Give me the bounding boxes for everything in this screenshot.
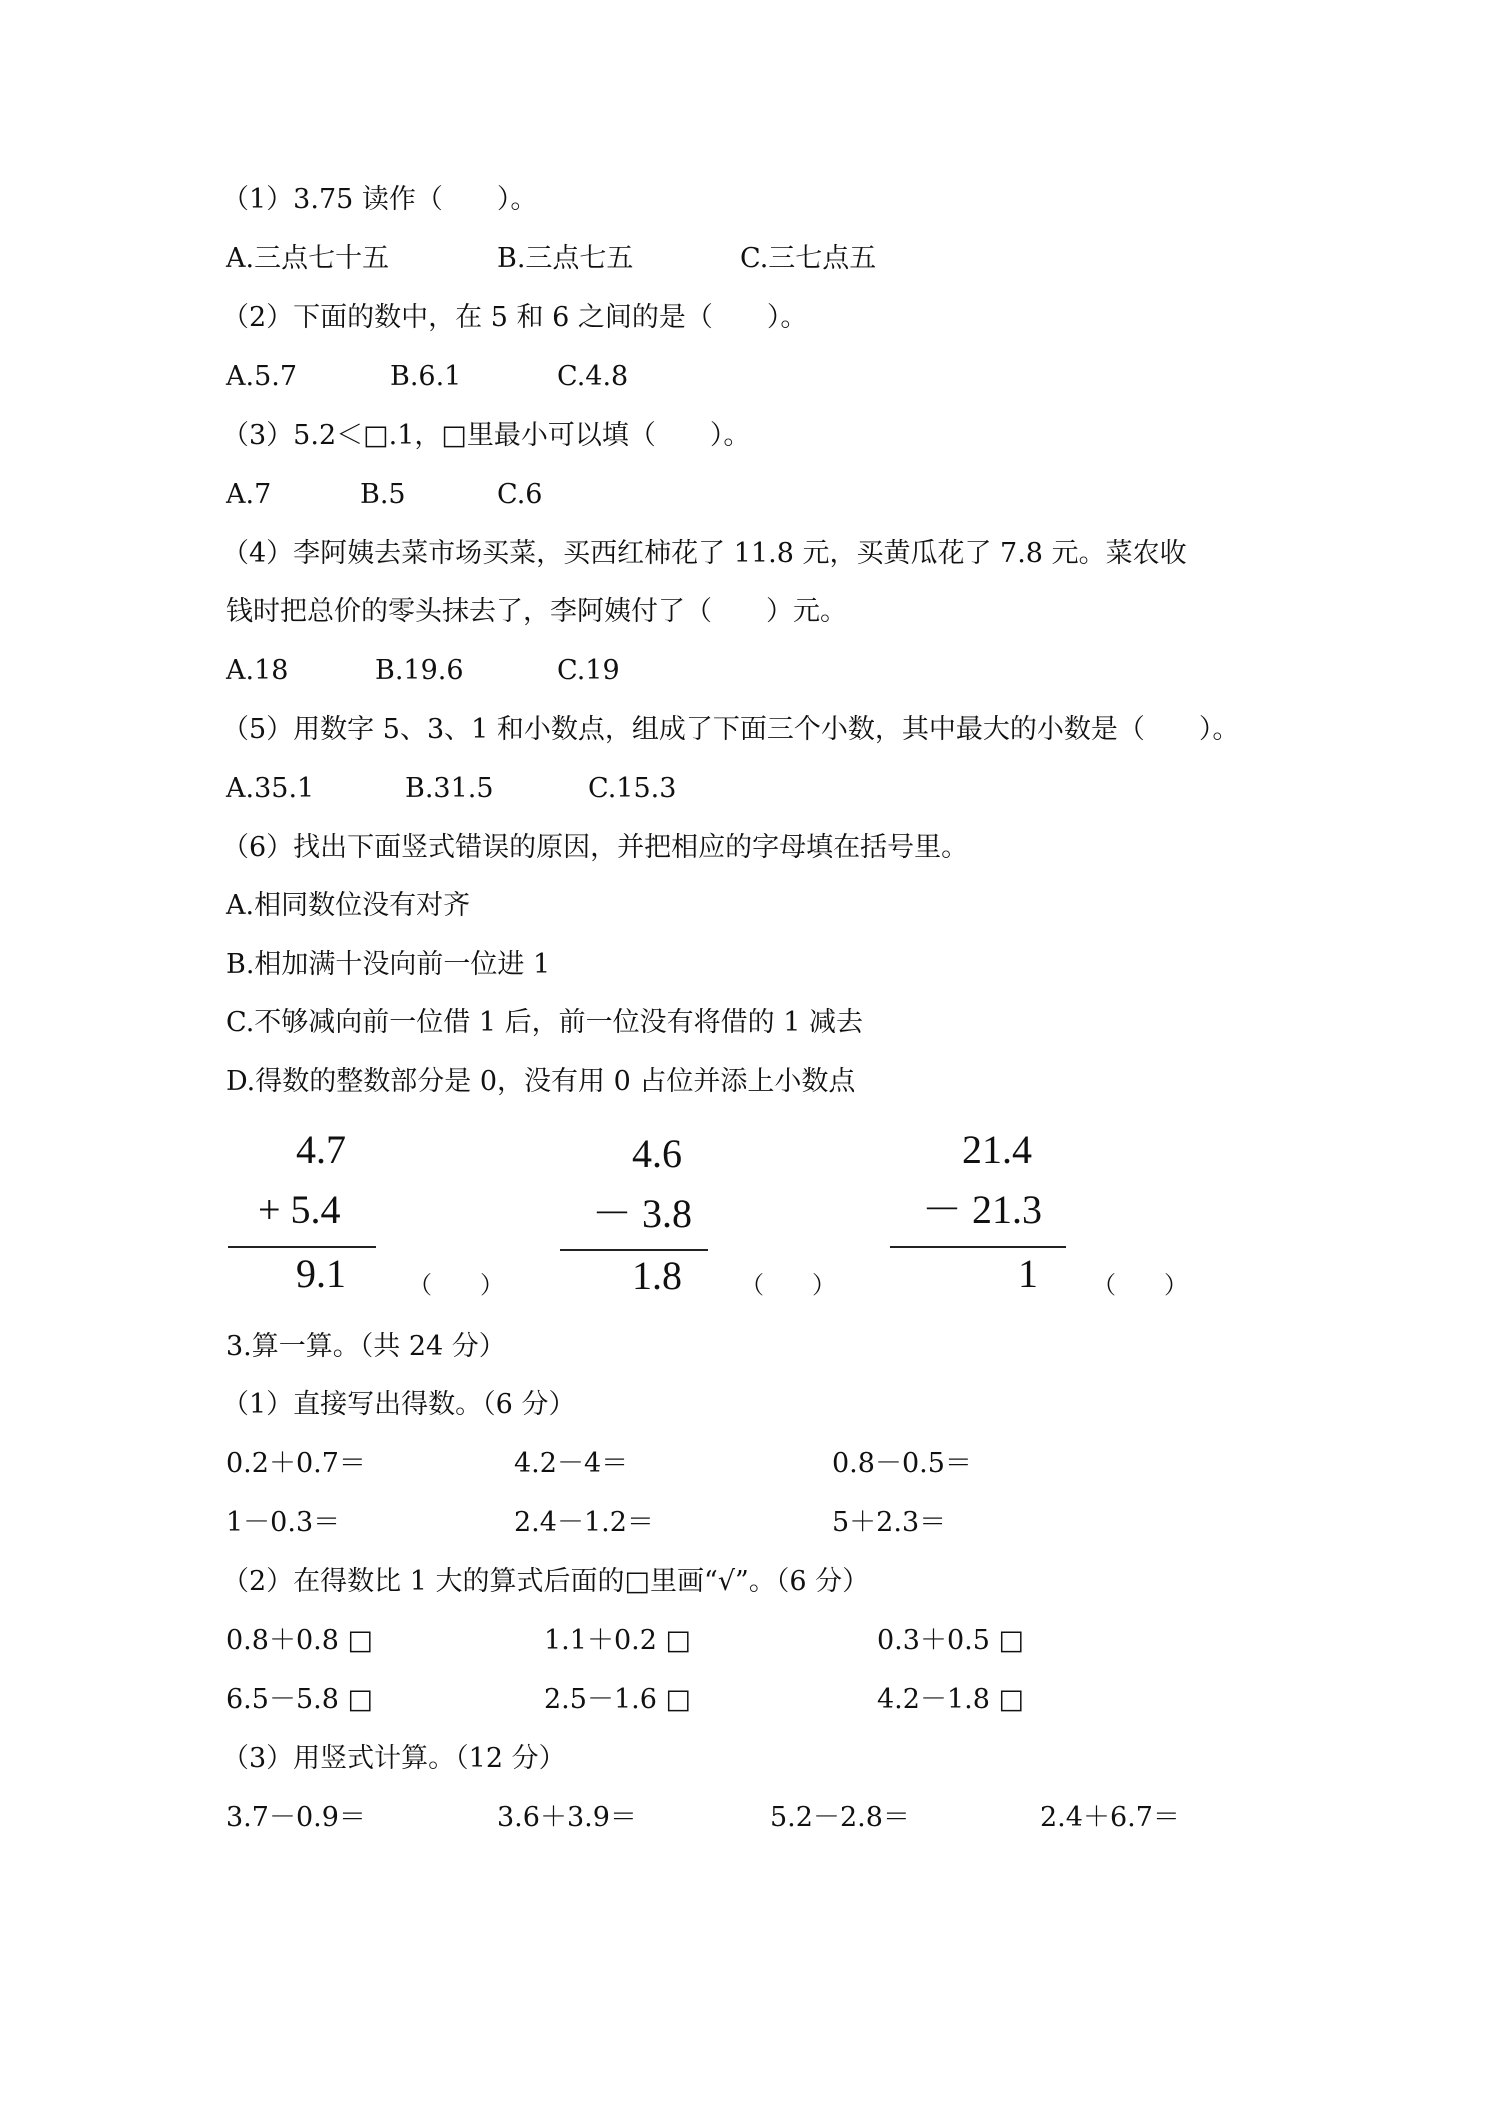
s3-p1-eq-1: 0.2＋0.7＝ <box>226 1448 366 1479</box>
calc2-result: 1.8 <box>632 1253 682 1298</box>
s3-part2-title: （2）在得数比 1 大的算式后面的□里画“√”。（6 分） <box>222 1566 870 1597</box>
q2-option-c: C.4.8 <box>557 361 629 392</box>
calc2-top: 4.6 <box>632 1131 682 1176</box>
s3-p2-eq-5[interactable]: 2.5－1.6 □ <box>544 1684 691 1715</box>
s3-p3-eq-1: 3.7－0.9＝ <box>226 1802 366 1833</box>
q3-option-a: A.7 <box>226 479 272 510</box>
s3-part1-title: （1）直接写出得数。（6 分） <box>222 1389 576 1420</box>
calc3-line <box>890 1246 1066 1248</box>
calc1-answer-paren[interactable]: （ ） <box>408 1271 504 1299</box>
q6-stem: （6）找出下面竖式错误的原因，并把相应的字母填在括号里。 <box>222 832 969 863</box>
q5-stem: （5）用数字 5、3、1 和小数点，组成了下面三个小数，其中最大的小数是（ ）。 <box>222 714 1240 745</box>
calc1-operand: + 5.4 <box>258 1187 341 1232</box>
q1-stem: （1）3.75 读作（ ）。 <box>222 184 538 215</box>
s3-p2-eq-4[interactable]: 6.5－5.8 □ <box>226 1684 373 1715</box>
s3-p3-eq-3: 5.2－2.8＝ <box>770 1802 910 1833</box>
q2-stem: （2）下面的数中，在 5 和 6 之间的是（ ）。 <box>222 302 808 333</box>
q6-reason-b: B.相加满十没向前一位进 1 <box>226 949 551 980</box>
s3-p2-eq-1[interactable]: 0.8＋0.8 □ <box>226 1625 373 1656</box>
s3-p2-eq-6[interactable]: 4.2－1.8 □ <box>877 1684 1024 1715</box>
q4-option-c: C.19 <box>557 655 620 686</box>
calc1-result: 9.1 <box>296 1251 346 1296</box>
q4-option-a: A.18 <box>226 655 289 686</box>
q4-stem-line1: （4）李阿姨去菜市场买菜，买西红柿花了 11.8 元，买黄瓜花了 7.8 元。菜农收 <box>222 538 1187 569</box>
section3-title: 3.算一算。（共 24 分） <box>226 1331 506 1362</box>
q2-option-b: B.6.1 <box>390 361 462 392</box>
calc3-operand: － 21.3 <box>922 1187 1042 1232</box>
q1-option-b: B.三点七五 <box>497 243 634 274</box>
q6-reason-c: C.不够减向前一位借 1 后，前一位没有将借的 1 减去 <box>226 1007 863 1038</box>
calc2-operand: － 3.8 <box>592 1191 692 1236</box>
s3-p2-eq-3[interactable]: 0.3＋0.5 □ <box>877 1625 1024 1656</box>
s3-part3-title: （3）用竖式计算。（12 分） <box>222 1743 566 1774</box>
q6-reason-a: A.相同数位没有对齐 <box>226 890 471 921</box>
s3-p1-eq-2: 4.2－4＝ <box>514 1448 629 1479</box>
calc2-answer-paren[interactable]: （ ） <box>740 1271 836 1299</box>
s3-p1-eq-3: 0.8－0.5＝ <box>832 1448 972 1479</box>
q2-option-a: A.5.7 <box>226 361 298 392</box>
q1-option-c: C.三七点五 <box>740 243 877 274</box>
calc3-result: 1 <box>1018 1251 1038 1296</box>
s3-p3-eq-4: 2.4＋6.7＝ <box>1040 1802 1180 1833</box>
calc2-line <box>560 1249 708 1251</box>
s3-p1-eq-5: 2.4－1.2＝ <box>514 1507 654 1538</box>
calc3-answer-paren[interactable]: （ ） <box>1092 1271 1188 1299</box>
q5-option-c: C.15.3 <box>588 773 677 804</box>
q4-stem-line2: 钱时把总价的零头抹去了，李阿姨付了（ ）元。 <box>226 596 847 627</box>
q1-option-a: A.三点七十五 <box>226 243 390 274</box>
s3-p1-eq-6: 5＋2.3＝ <box>832 1507 947 1538</box>
q3-stem: （3）5.2＜□.1，□里最小可以填（ ）。 <box>222 420 751 451</box>
calc3-top: 21.4 <box>962 1127 1032 1172</box>
q5-option-b: B.31.5 <box>405 773 494 804</box>
q5-option-a: A.35.1 <box>226 773 315 804</box>
calc1-top: 4.7 <box>296 1127 346 1172</box>
q3-option-c: C.6 <box>497 479 543 510</box>
q4-option-b: B.19.6 <box>375 655 464 686</box>
q6-reason-d: D.得数的整数部分是 0，没有用 0 占位并添上小数点 <box>226 1066 856 1097</box>
s3-p2-eq-2[interactable]: 1.1＋0.2 □ <box>544 1625 691 1656</box>
calc1-line <box>228 1246 376 1248</box>
s3-p1-eq-4: 1－0.3＝ <box>226 1507 341 1538</box>
q3-option-b: B.5 <box>360 479 406 510</box>
s3-p3-eq-2: 3.6＋3.9＝ <box>497 1802 637 1833</box>
